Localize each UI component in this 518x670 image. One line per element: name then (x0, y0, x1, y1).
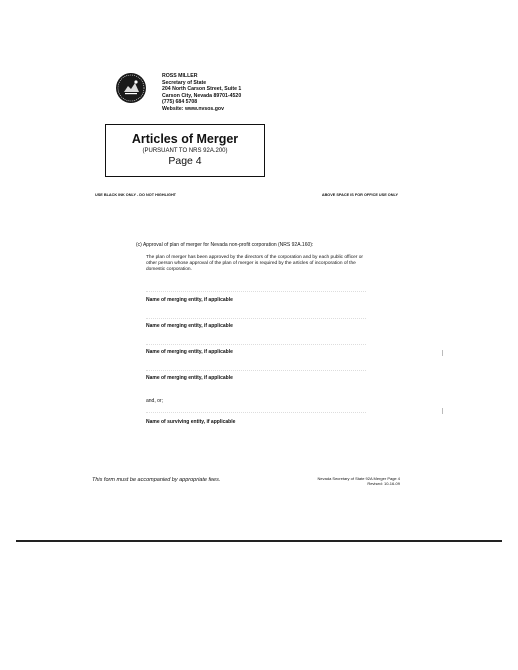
merging-entity-2-line[interactable] (146, 318, 366, 321)
form-page-number: Page 4 (168, 155, 202, 167)
merging-entity-1-line[interactable] (146, 291, 366, 294)
margin-mark (442, 350, 443, 356)
surviving-entity-label: Name of surviving entity, if applicable (146, 419, 236, 425)
form-reference (318, 476, 401, 486)
section-heading: (c) Approval of plan of merger for Nevada non-profit corporation (NRS 92A.160): (136, 242, 314, 248)
approval-paragraph: The plan of merger has been approved by the directors of the corporation and by each public officer or other person whose approval of the plan of merger is required by the articles of incorporation of the domestic corporation. (146, 255, 363, 273)
agency-header (162, 73, 241, 113)
official-name: ROSS MILLER (162, 73, 198, 79)
form-revised-date: Revised: 10-16-09 (367, 481, 400, 486)
merging-entity-3-line[interactable] (146, 344, 366, 347)
office-name: Secretary of State (162, 79, 207, 86)
margin-mark (442, 408, 443, 414)
state-seal-icon (116, 73, 146, 103)
city-address: Carson City, Nevada 89701-4520 (162, 92, 242, 99)
street-address: 204 North Carson Street, Suite 1 (162, 86, 242, 93)
form-title-box (105, 124, 265, 177)
fees-note: This form must be accompanied by appropriate fees. (92, 477, 221, 483)
website: Website: www.nvsos.gov (162, 105, 224, 112)
form-statute: (PURSUANT TO NRS 92A.200) (142, 148, 228, 154)
merging-entity-3-label: Name of merging entity, if applicable (146, 349, 233, 355)
merging-entity-4-label: Name of merging entity, if applicable (146, 375, 233, 381)
and-or-text: and, or; (146, 398, 163, 404)
office-use-note: ABOVE SPACE IS FOR OFFICE USE ONLY (321, 193, 398, 197)
page-divider (16, 540, 502, 542)
form-title: Articles of Merger (131, 132, 239, 146)
surviving-entity-line[interactable] (146, 412, 366, 415)
form-reference-title: Nevada Secretary of State 92A Merger Page 4 (317, 476, 400, 481)
merging-entity-1-label: Name of merging entity, if applicable (146, 297, 233, 303)
phone-number: (775) 684 5708 (162, 99, 198, 106)
ink-instruction: USE BLACK INK ONLY - DO NOT HIGHLIGHT (95, 193, 177, 197)
merging-entity-4-line[interactable] (146, 370, 366, 373)
merging-entity-2-label: Name of merging entity, if applicable (146, 323, 233, 329)
